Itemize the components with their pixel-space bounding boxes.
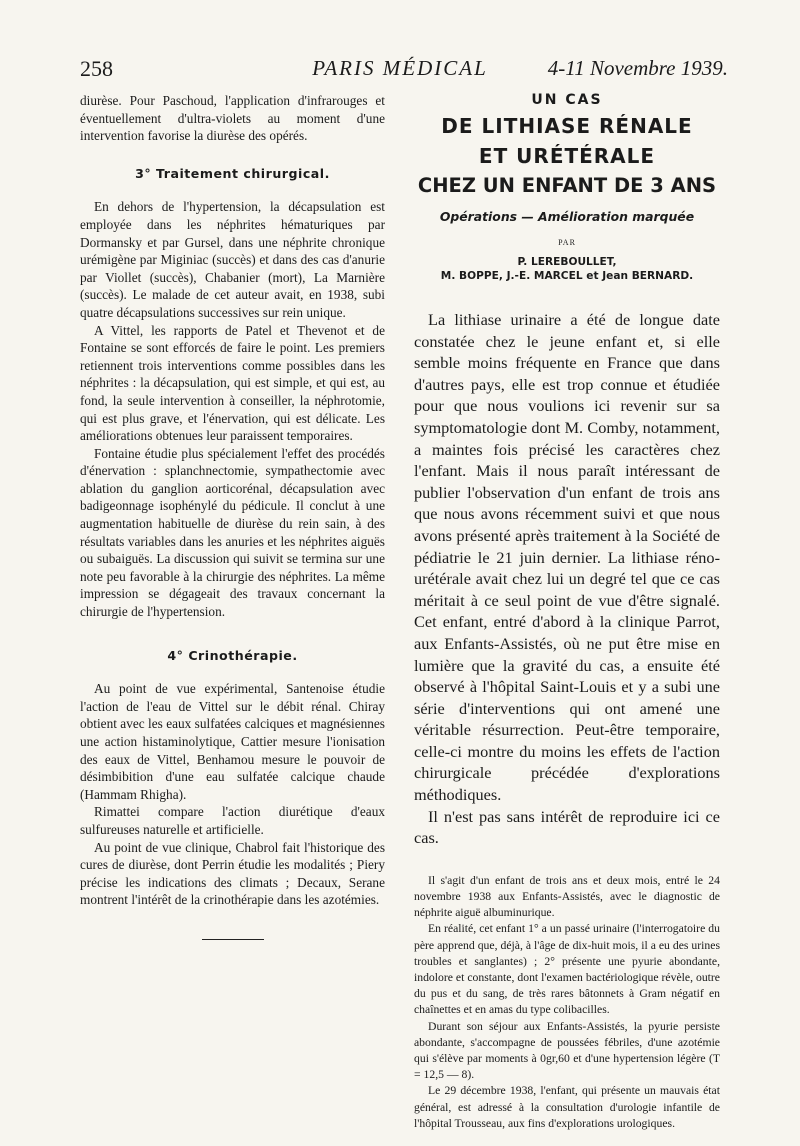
section-heading-surgical: 3° Traitement chirurgical. [135,165,330,181]
article-title [414,92,720,197]
section-heading-crinotherapy: 4° Crinothérapie. [167,647,298,663]
author-line: P. LEREBOULLET, [517,256,617,268]
article-introduction [414,309,720,849]
paragraph: En dehors de l'hypertension, la décapsulation est employée dans les néphrites hématuriques par Dormansky et par Gursel, dans une néphrite chronique urémigène par Miginiac (succès) et dans des cas d'anurie par Viollet (succès), Chabanier (mort), La Marnière (succès). Le malade de cet auteur avait, en 1938, subi quatre décapsulations successives sur rein unique. [80,199,385,320]
paragraph: Au point de vue clinique, Chabrol fait l'historique des cures de diurèse, dont Perrin étudie les modalités ; Piery précise les indications des climats ; Decaux, Serane montrent l'intérêt de la crinothérapie dans les azotémies. [80,839,385,908]
article-subtitle: Opérations — Amélioration marquée [439,209,695,224]
section-divider [202,939,264,940]
intro-paragraph: diurèse. Pour Paschoud, l'application d'infrarouges et éventuellement d'ultra-violets au moment d'une intervention favorise la diurèse des opérés. [80,93,385,144]
journal-title: PARIS MÉDICAL [312,56,488,80]
paragraph: Fontaine étudie plus spécialement l'effet des procédés d'énervation : splanchnectomie, sympathectomie avec ablation du ganglion aorticorénal, décapsulation avec badigeonnage isophénylé du pédicule. Il conclut à une augmentation habituelle de diurèse du rein sain, à des résultats variables dans les anuries et les néphrites aiguës ou subaiguës. La discussion qui suivit se termina sur une note peu favorable à la chirurgie des néphrites. La même impression se dégageait des travaux concernant la chirurgie de l'hypertension. [80,445,385,620]
paragraph: Au point de vue expérimental, Santenoise étudie l'action de l'eau de Vittel sur le débit rénal. Chiray obtient avec les eaux sulfatées calciques et magnésiennes une action histaminolytique, Cattier mesure l'ionisation des eaux de Vittel, Benhamou mesure le pouvoir de désimbibition d'une eau sulfatée calcique chaude (Hammam Rhigha). [80,681,385,802]
issue-date: 4-11 Novembre 1939. [547,56,728,80]
paragraph: Le 29 décembre 1938, l'enfant, qui présente un mauvais état général, est adressé à la consultation d'urologie infantile de l'hôpital Trousseau, aux fins d'explorations urologiques. [414,1084,720,1130]
right-column [414,92,720,1132]
paragraph: A Vittel, les rapports de Patel et Thevenot et de Fontaine se sont efforcés de faire le point. Les premiers retiennent trois interventions comme possibles dans les néphrites : la décapsulation, qui est simple, et qui est, au fond, la seule intervention à conseiller, la néphrotomie, qui est plus grave, et l'énervation, qui est délicate. Les améliorations obtenues leur paraissent temporaires. [80,322,385,444]
author-line: M. BOPPE, J.-E. MARCEL et Jean BERNARD. [440,270,694,282]
left-column [80,92,385,940]
case-observation [414,873,720,1132]
page-number: 258 [80,56,113,81]
paragraph: Il s'agit d'un enfant de trois ans et deux mois, entré le 24 novembre 1938 aux Enfants-Assistés, avec le diagnostic de néphrite aiguë albuminurique. [414,873,720,920]
paragraph: Il n'est pas sans intérêt de reproduire ici ce cas. [414,806,720,848]
article-authors [414,255,720,283]
page-header [0,56,800,88]
title-line: CHEZ UN ENFANT DE 3 ANS [417,174,717,197]
paragraph: Durant son séjour aux Enfants-Assistés, la pyurie persiste abondante, s'accompagne de poussées fébriles, d'une azotémie qui s'élève par moments à 0gr,60 et d'une hypertension légère (T = 12,5 — 8). [414,1019,720,1082]
byline-par: PAR [558,238,576,247]
title-line: DE LITHIASE RÉNALE [441,114,693,138]
paragraph: La lithiase urinaire a été de longue date constatée chez le jeune enfant et, si elle semble moins fréquente en France que dans d'autres pays, elle est trop connue et étudiée pour que nous voulions ici revenir sur sa symptomatologie dont M. Comby, notamment, a maintes fois précisé les caractères chez l'enfant. Mais il nous paraît intéressant de publier l'observation d'un enfant de trois ans que nous avons récemment suivi et que nous avons présenté après traitement à la Société de pédiatrie le 21 juin dernier. La lithiase réno-urétérale avait chez lui un degré tel que ce cas méritait à ce seul point de vue d'être signalé. Cet enfant, entré d'abord à la clinique Parrot, aux Enfants-Assistés, où ne put être mise en lumière que la gravité du cas, a ensuite été observé à l'hôpital Saint-Louis et y a subi une série d'interventions qui ont amené une véritable résurrection. Peut-être temporaire, celle-ci montre du moins les effets de l'action chirurgicale précédée d'explorations méthodiques. [414,310,720,805]
title-line: UN CAS [531,92,603,108]
paragraph: Rimattei compare l'action diurétique d'eaux sulfureuses naturelle et artificielle. [80,804,385,837]
title-line: ET URÉTÉRALE [478,144,656,168]
paragraph: En réalité, cet enfant 1° a un passé urinaire (l'interrogatoire du père apprend que, déjà, à l'âge de dix-huit mois, il a eu des urines troubles et sanglantes) ; 2° présente une pyurie abondante, indolore et constante, dont l'examen bactériologique révèle, outre du pus et du sang, de très rares bâtonnets à Gram négatif en chaînettes et en amas du type colibacilles. [414,922,720,1017]
